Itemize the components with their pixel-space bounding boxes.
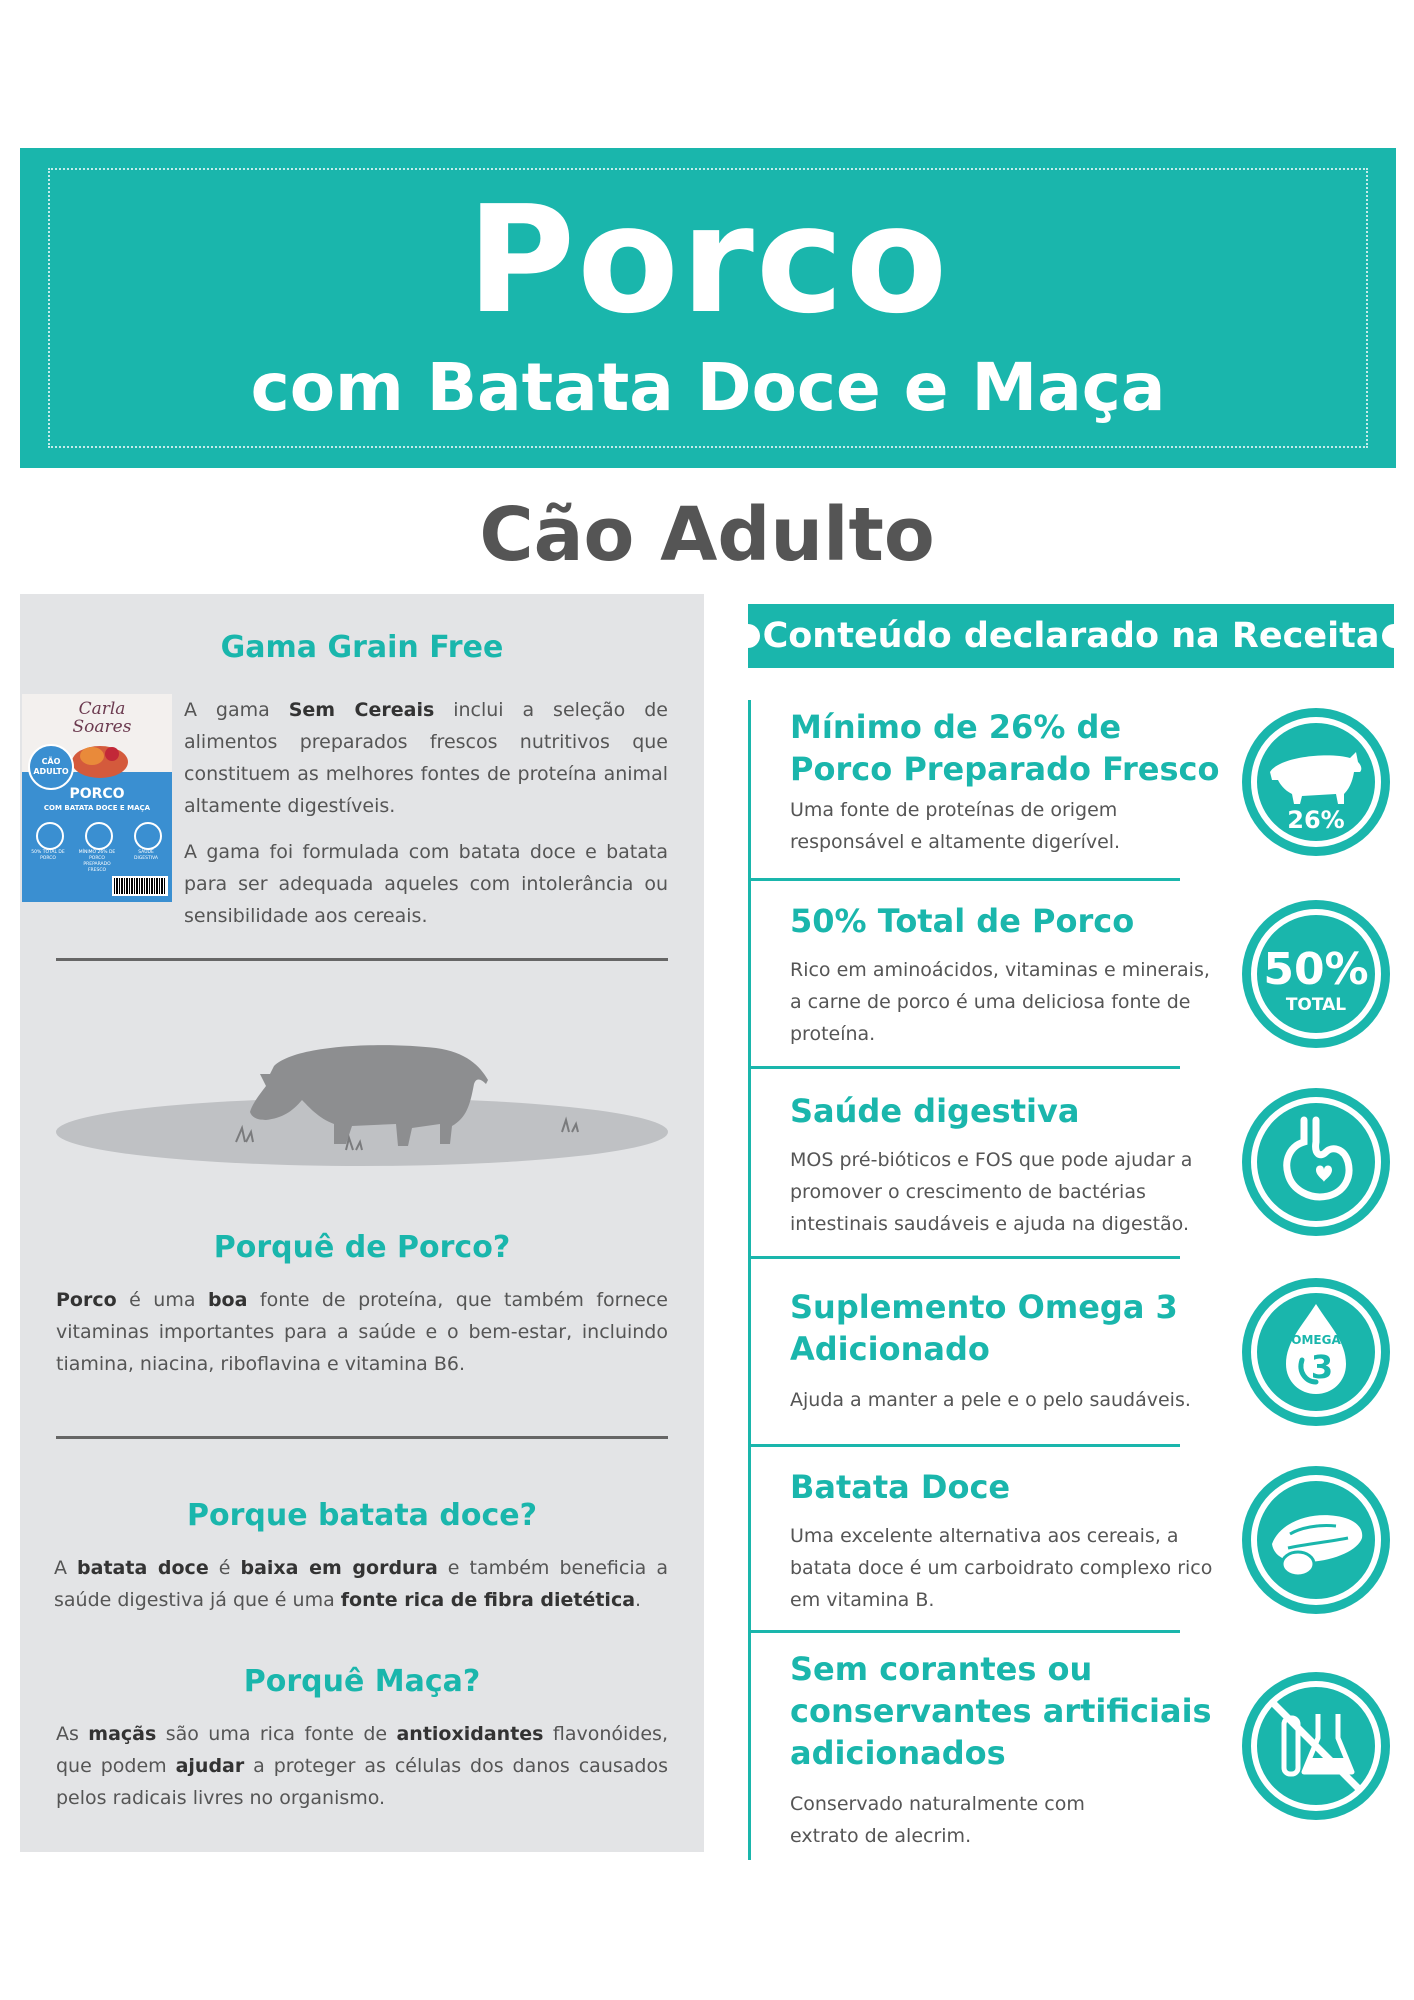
stomach-badge-icon [134,822,162,850]
why-pork-text: Porco é uma boa fonte de proteína, que também fornece vitaminas importantes para a saúde e o bem-estar, incluindo tiamina, niacina, riboflavina e vitamina B6. [56,1289,668,1375]
barcode [112,876,168,896]
adult-dog-badge: CÃO ADULTO [28,744,74,790]
pig-illustration [56,1014,668,1174]
feature-text: Uma excelente alternativa aos cereais, a batata doce é um carboidrato complexo rico em vitamina B. [790,1525,1213,1611]
page-title: Porco [466,174,950,346]
percent-icon-value: 50% [1263,944,1369,995]
feature-text: Uma fonte de proteínas de origem responsável e altamente digerível. [790,799,1121,853]
feature-separator [750,1444,1180,1447]
why-apple-heading: Porquê Maça? [243,1664,481,1699]
section-divider [56,1436,668,1439]
package-caption: SAÚDE DIGESTIVA [134,850,158,861]
feature-title: Mínimo de 26% de Porco Preparado Fresco [790,708,1220,788]
package-product-sub: COM BATATA DOCE E MAÇA [43,804,151,812]
percent-icon-label: TOTAL [1285,995,1347,1015]
pig-icon-label: 26% [1287,806,1345,834]
feature-separator [750,1630,1180,1633]
feature-separator [750,878,1180,881]
omega-icon-number: 3 [1310,1348,1334,1386]
pig-icon [1240,706,1392,858]
pig-badge-icon [85,822,113,850]
feature-text: Conservado naturalmente com extrato de alecrim. [790,1793,1085,1847]
feature-text: MOS pré-bióticos e FOS que pode ajudar a promover o crescimento de bactérias intestinais saudáveis e ajuda na digestão. [790,1149,1193,1235]
feature-title: Sem corantes ou conservantes artificiais adicionados [790,1650,1212,1772]
section-divider [56,958,668,961]
why-potato-text: A batata doce é baixa em gordura e também beneficia a saúde digestiva já que é uma fonte rica de fibra dietética. [54,1557,668,1611]
why-apple-text: As maçãs são uma rica fonte de antioxidantes flavonóides, que podem ajudar a proteger as células dos danos causados pelos radicais livres no organismo. [56,1723,668,1809]
stomach-icon [1240,1086,1392,1238]
feature-text: Ajuda a manter a pele e o pelo saudáveis. [790,1389,1191,1411]
omega-icon [1240,1276,1392,1428]
food-photo [70,736,130,780]
feature-vertical-line [748,700,751,1860]
feature-title: 50% Total de Porco [790,902,1135,940]
title-banner [20,148,1396,468]
package-caption: 50% TOTAL DE PORCO [31,850,65,861]
range-paragraph-1: A gama Sem Cereais inclui a seleção de alimentos preparados frescos nutritivos que constituem as melhores fontes de proteína animal altamente digestíveis. [184,699,668,817]
recipe-content-heading: Conteúdo declarado na Receita [762,616,1380,656]
page-subtitle: com Batata Doce e Maça [250,349,1166,426]
product-package-image [22,694,172,902]
feature-separator [750,1066,1180,1069]
left-info-panel [20,594,704,1852]
audience-heading: Cão Adulto [479,492,935,578]
feature-text: Rico em aminoácidos, vitaminas e minerais, a carne de porco é uma deliciosa fonte de proteína. [790,959,1210,1045]
range-paragraph-2: A gama foi formulada com batata doce e batata para ser adequada aqueles com intolerância ou sensibilidade aos cereais. [184,841,668,927]
range-heading: Gama Grain Free [220,630,504,665]
feature-title: Batata Doce [790,1468,1011,1506]
why-potato-heading: Porque batata doce? [187,1498,537,1533]
feature-title: Saúde digestiva [790,1092,1080,1130]
feature-title: Suplemento Omega 3 Adicionado [790,1288,1178,1368]
package-product-name: PORCO [69,786,125,802]
brand-logo: Carla Soares [72,699,132,737]
percent-icon [1240,898,1392,1050]
percent-badge-icon [36,822,64,850]
no-additives-icon [1240,1670,1392,1822]
omega-icon-label: OMEGA [1291,1333,1341,1347]
recipe-content-banner [748,604,1394,668]
sweet-potato-icon [1240,1464,1392,1616]
package-caption: MÍNIMO 26% DE PORCO PREPARADO FRESCO [78,850,116,873]
feature-separator [750,1256,1180,1259]
why-pork-heading: Porquê de Porco? [213,1230,511,1265]
